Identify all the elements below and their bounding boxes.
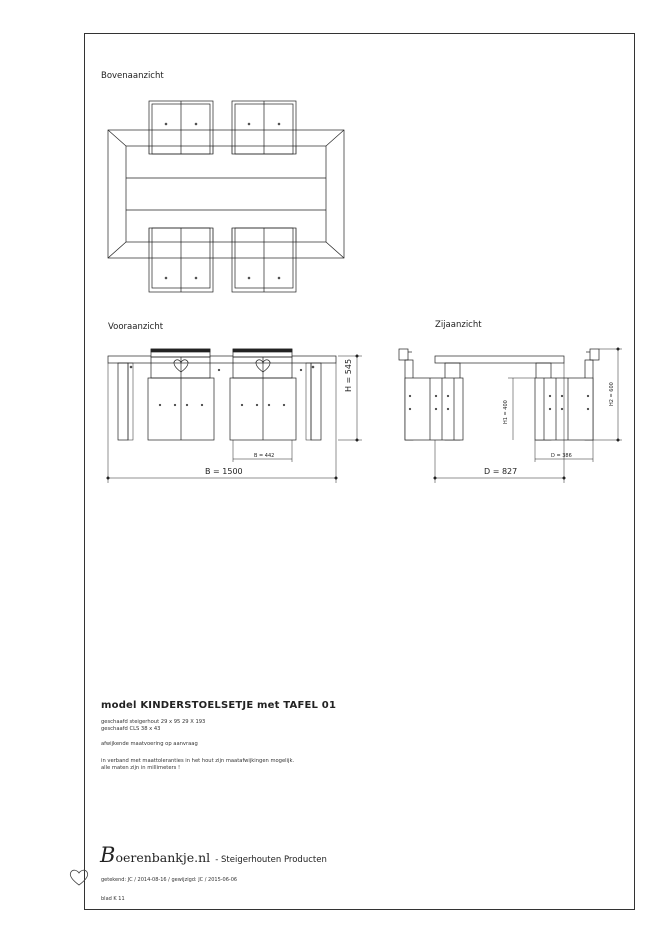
brand-logo	[100, 843, 327, 867]
custom-size-note: afwijkende maatvoering op aanvraag	[101, 741, 198, 747]
brand-initial: B	[100, 843, 116, 867]
chair-height-label: H2 = 600	[609, 382, 615, 406]
brand-tagline: - Steigerhouten Producten	[215, 855, 327, 865]
material-line-1: geschaafd steigerhout 29 x 95 29 X 193	[101, 719, 206, 725]
chair-height-dimension	[593, 348, 622, 442]
top-view-label: Bovenaanzicht	[101, 71, 164, 81]
side-view-label: Zijaanzicht	[435, 320, 482, 330]
sheet-number: blad K 11	[101, 896, 125, 902]
front-height-label: H = 545	[344, 358, 353, 392]
tolerance-note: in verband met maattoleranties in het hout zijn maatafwijkingen mogelijk.	[101, 758, 295, 764]
side-depth-label: D = 827	[484, 467, 518, 476]
front-chair-left	[148, 349, 220, 440]
drawn-modified-line: getekend: JC / 2014-08-16 / gewijzigd: JC / 2015-06-06	[101, 877, 238, 883]
front-width-dimension	[107, 363, 338, 483]
chair-width-label: B = 442	[254, 453, 275, 459]
seat-height-label: H1 = 400	[503, 400, 509, 424]
table-top-view	[108, 130, 344, 258]
side-chair-left	[399, 349, 463, 440]
chair-top-right-front	[232, 228, 296, 292]
top-view	[108, 101, 344, 292]
seat-height-dimension	[508, 378, 535, 440]
heart-icon	[68, 869, 90, 887]
side-view	[399, 348, 622, 483]
side-chair-right	[535, 349, 599, 440]
chair-top-left-front	[149, 228, 213, 292]
chair-depth-label: D = 386	[551, 453, 572, 459]
front-width-label: B = 1500	[205, 467, 243, 476]
front-chair-right	[230, 349, 302, 440]
material-line-2: geschaafd CLS 38 x 43	[101, 726, 161, 732]
units-note: alle maten zijn in millimeters !	[101, 765, 181, 771]
model-title: model KINDERSTOELSETJE met TAFEL 01	[101, 700, 337, 711]
front-view	[107, 349, 362, 483]
brand-name: oerenbankje.nl	[115, 850, 211, 865]
front-view-label: Vooraanzicht	[108, 322, 164, 332]
